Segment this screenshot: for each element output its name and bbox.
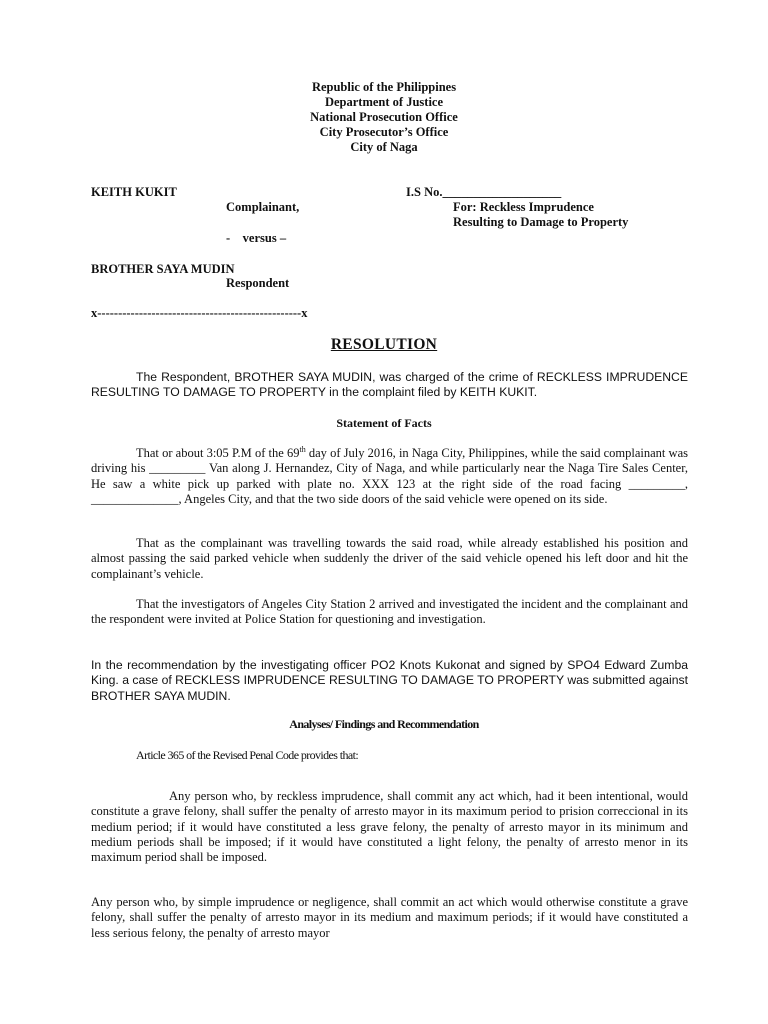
facts-p1-rest: day of July 2016, in Naga City, Philippines, while the said complainant was driving his _________ Van along J. Hernandez, City of Naga, and while particularly near the Naga Tire Sales Center, He saw a white pick up parked with plate no. XXX 123 at the right side of the road facing _________, ______________, Angeles City, and that the two side doors of the said vehicle were opened on its side. xyxy=(91,446,688,506)
article-intro: Article 365 of the Revised Penal Code provides that: xyxy=(136,748,359,762)
facts-p1-start: That or about 3:05 P.M of the 69 xyxy=(136,446,300,460)
caption-separator: x-------------------------------------------------x xyxy=(91,306,308,320)
article-paragraph-2: Any person who, by simple imprudence or negligence, shall commit an act which would otherwise constitute a grave felony, shall suffer the penalty of arresto mayor in its medium and maximum periods; if it would have constituted a less serious felony, the penalty of arresto mayor xyxy=(91,895,688,940)
case-for-line2: Resulting to Damage to Property xyxy=(453,215,629,229)
is-number: I.S No.___________________ xyxy=(406,185,562,199)
respondent-label: Respondent xyxy=(226,276,290,290)
facts-heading: Statement of Facts xyxy=(336,416,432,430)
facts-paragraph-1 xyxy=(91,446,688,507)
complainant-name: KEITH KUKIT xyxy=(91,185,177,199)
facts-p1-superscript: th xyxy=(299,444,306,454)
document-title: RESOLUTION xyxy=(330,336,438,353)
header-department: Department of Justice xyxy=(324,95,444,109)
facts-paragraph-2: That as the complainant was travelling towards the said road, while already established his position and almost passing the said parked vehicle when suddenly the driver of the said vehicle opened his left door and hit the complainant’s vehicle. xyxy=(91,536,688,581)
case-for-line1: For: Reckless Imprudence xyxy=(453,200,594,214)
facts-paragraph-4: In the recommendation by the investigating officer PO2 Knots Kukonat and signed by SPO4 Edward Zumba King. a case of RECKLESS IMPRUDENCE RESULTING TO DAMAGE TO PROPERTY was submitted against BROTHER SAYA MUDIN. xyxy=(91,658,688,703)
versus-label: - versus – xyxy=(226,231,287,245)
complainant-label: Complainant, xyxy=(226,200,300,214)
header-city-prosecutor: City Prosecutor’s Office xyxy=(319,125,449,139)
facts-paragraph-3: That the investigators of Angeles City Station 2 arrived and investigated the incident and the complainant and the respondent were invited at Police Station for questioning and investigation. xyxy=(91,597,688,627)
header-office: National Prosecution Office xyxy=(310,110,458,124)
header-republic: Republic of the Philippines xyxy=(311,80,457,94)
analysis-heading: Analyses/ Findings and Recommendation xyxy=(289,717,479,731)
respondent-name: BROTHER SAYA MUDIN xyxy=(91,262,235,276)
intro-paragraph: The Respondent, BROTHER SAYA MUDIN, was charged of the crime of RECKLESS IMPRUDENCE RESULTING TO DAMAGE TO PROPERTY in the complaint filed by KEITH KUKIT. xyxy=(91,370,688,400)
header-city: City of Naga xyxy=(350,140,418,154)
article-paragraph-1: Any person who, by reckless imprudence, shall commit any act which, had it been intentional, would constitute a grave felony, shall suffer the penalty of arresto mayor in its maximum period to prision correccional in its medium period; if it would have constituted a less grave felony, the penalty of arresto mayor in its minimum and medium periods shall be imposed; if it would have constituted a light felony, the penalty of arresto menor in its maximum period shall be imposed. xyxy=(91,789,688,865)
